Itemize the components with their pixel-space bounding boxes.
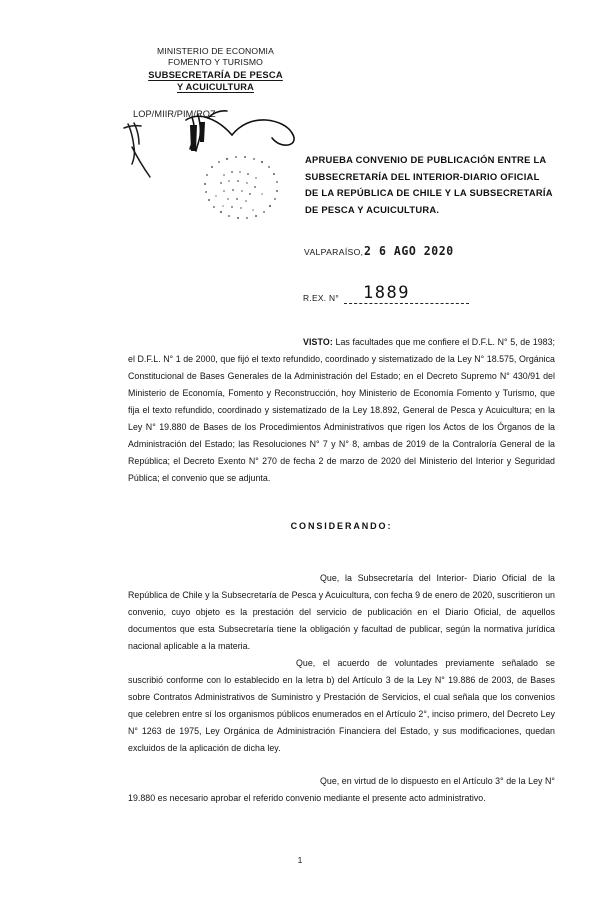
visto-section <box>128 334 555 487</box>
place-label: VALPARAÍSO, <box>304 247 364 257</box>
signature-fill <box>190 122 205 151</box>
date-stamp: 2 6 AGO 2020 <box>364 243 454 258</box>
circular-seal <box>204 156 278 219</box>
letterhead-ministry-line: MINISTERIO DE ECONOMIA <box>157 46 274 56</box>
resolution-number-value: 1889 <box>363 283 410 303</box>
considerando-paragraph-3-wrap <box>128 773 555 807</box>
considerando-paragraph-3-text: Que, en virtud de lo dispuesto en el Artículo 3° de la Ley N° 19.880 es necesario aprobar el referido convenio mediante el presente acto administrativo. <box>128 776 555 803</box>
letterhead-subsecretaria-line: SUBSECRETARÍA DE PESCA <box>148 68 283 80</box>
considerando-paragraph-1 <box>128 570 555 655</box>
document-title: APRUEBA CONVENIO DE PUBLICACIÓN ENTRE LA SUBSECRETARÍA DEL INTERIOR-DIARIO OFICIAL DE LA REPÚBLICA DE CHILE Y LA SUBSECRETARÍA DE PESCA Y ACUICULTURA. <box>305 154 553 216</box>
letterhead <box>128 46 303 93</box>
page-number: 1 <box>297 855 303 865</box>
considerando-paragraph-2 <box>128 655 555 757</box>
considerando-heading: CONSIDERANDO: <box>290 521 393 531</box>
considerando-paragraph-2-text: Que, el acuerdo de voluntades previamente señalado se suscribió conforme con lo establecido en la letra b) del Artículo 3 de la Ley N° 19.886 de 2003, de Bases sobre Contratos Administrativos de Suministro y Prestación de Servicios, el cual señala que los convenios que celebren entre sí los organismos públicos enumerados en el Artículo 2°, inciso primero, del Decreto Ley N° 1263 de 1975, Ley Orgánica de Administración Financiera del Estado, y sus modificaciones, quedan excluidos de la aplicación de dicha ley. <box>128 658 555 753</box>
considerando-paragraph-3 <box>128 773 555 807</box>
visto-keyword: VISTO: <box>303 337 333 347</box>
reference-code: LOP/MIIR/PIM/ROZ <box>133 109 216 119</box>
considerando-paragraph-1-wrap <box>128 570 555 655</box>
visto-paragraph <box>128 334 555 487</box>
margin-initial-mark <box>124 123 150 177</box>
letterhead-acuicultura-line: Y ACUICULTURA <box>177 82 254 93</box>
visto-body: Las facultades que me confiere el D.F.L. N° 5, de 1983; el D.F.L. N° 1 de 2000, que fijó el texto refundido, coordinado y sistematizado de la Ley N° 18.575, Orgánica Constitucional de Bases Generales de la Administración del Estado; en el Decreto Supremo N° 430/91 del Ministerio de Economía, Fomento y Reconstrucción, hoy Ministerio de Economía Fomento y Turismo, que fija el texto refundido, coordinado y sistematizado de la Ley 18.892, General de Pesca y Acuicultura; en la Ley N° 19.880 de Bases de los Procedimientos Administrativos que rigen los Actos de los Órganos de la Administración del Estado; las Resoluciones N° 7 y N° 8, ambas de 2019 de la Contraloría General de la República; el Decreto Exento N° 270 de fecha 2 de marzo de 2020 del Ministerio del Interior y Seguridad Pública; el convenio que se adjunta. <box>128 337 555 483</box>
considerando-paragraph-1-text: Que, la Subsecretaría del Interior- Diario Oficial de la República de Chile y la Subsecretaría de Pesca y Acuicultura, con fecha 9 de enero de 2020, suscritieron un convenio, cuyo objeto es la prestación del servicio de publicación en el Diario Oficial, de aquellos documentos que esta Subsecretaría tiene la obligación y facultad de publicar, según la normativa jurídica nacional aplicable a la materia. <box>128 573 555 651</box>
resolution-number-rule <box>344 303 469 304</box>
letterhead-department-line: FOMENTO Y TURISMO <box>167 57 264 68</box>
considerando-paragraph-2-wrap <box>128 655 555 757</box>
resolution-number-label: R.EX. N° <box>303 293 339 303</box>
